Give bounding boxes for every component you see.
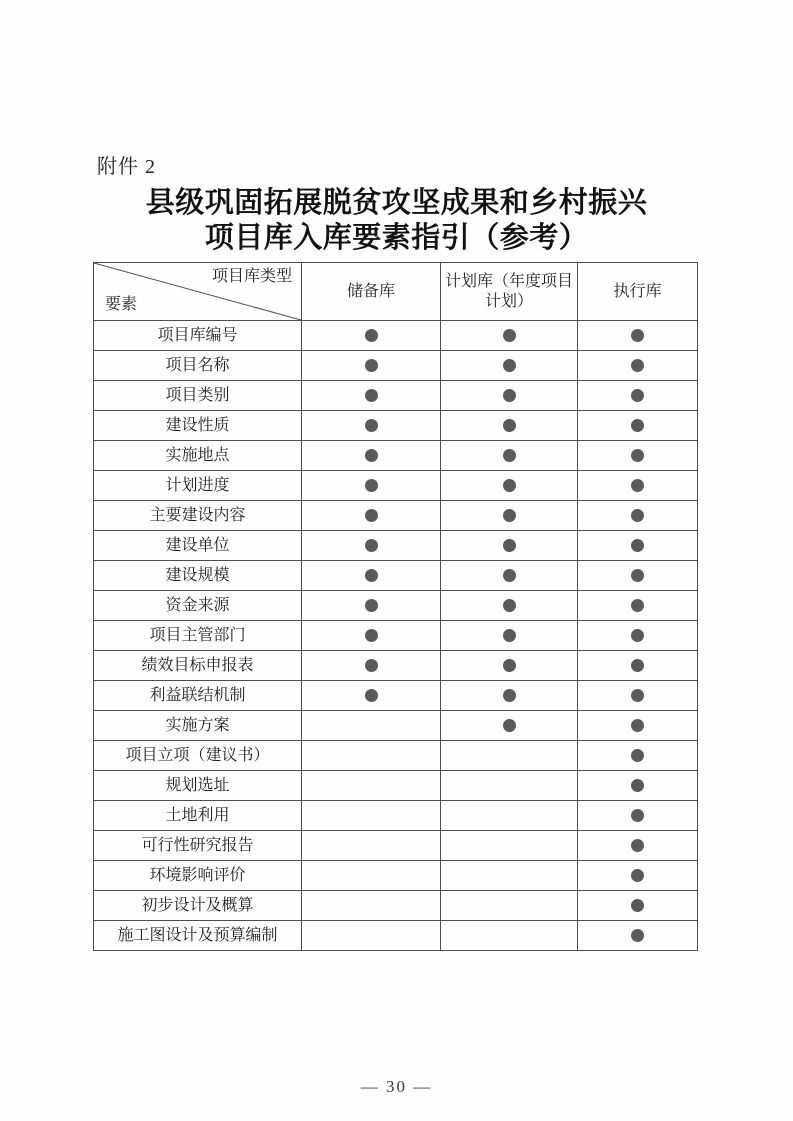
- table-row: [94, 891, 698, 921]
- column-header-execution-library: 执行库: [578, 263, 698, 321]
- element-row-label: 可行性研究报告: [94, 831, 302, 861]
- applicability-cell: [302, 321, 441, 351]
- filled-dot-icon: [631, 659, 644, 672]
- applicability-cell: [441, 591, 578, 621]
- filled-dot-icon: [503, 629, 516, 642]
- filled-dot-icon: [631, 899, 644, 912]
- applicability-cell: [578, 561, 698, 591]
- applicability-cell: [441, 681, 578, 711]
- filled-dot-icon: [631, 419, 644, 432]
- element-row-label: 计划进度: [94, 471, 302, 501]
- applicability-cell: [302, 471, 441, 501]
- table-row: [94, 921, 698, 951]
- filled-dot-icon: [631, 599, 644, 612]
- filled-dot-icon: [365, 569, 378, 582]
- filled-dot-icon: [631, 719, 644, 732]
- filled-dot-icon: [503, 719, 516, 732]
- table-row: [94, 441, 698, 471]
- table-row: [94, 471, 698, 501]
- table-row: [94, 531, 698, 561]
- filled-dot-icon: [365, 599, 378, 612]
- page-title: [0, 186, 793, 256]
- applicability-cell: [302, 741, 441, 771]
- filled-dot-icon: [631, 569, 644, 582]
- applicability-cell: [441, 921, 578, 951]
- applicability-cell: [441, 321, 578, 351]
- applicability-cell: [441, 531, 578, 561]
- applicability-cell: [302, 411, 441, 441]
- applicability-cell: [441, 801, 578, 831]
- applicability-cell: [578, 861, 698, 891]
- element-row-label: 主要建设内容: [94, 501, 302, 531]
- table-row: [94, 411, 698, 441]
- filled-dot-icon: [631, 389, 644, 402]
- table-row: [94, 711, 698, 741]
- element-row-label: 初步设计及概算: [94, 891, 302, 921]
- applicability-cell: [441, 621, 578, 651]
- filled-dot-icon: [503, 689, 516, 702]
- filled-dot-icon: [631, 629, 644, 642]
- applicability-cell: [302, 891, 441, 921]
- applicability-cell: [578, 921, 698, 951]
- filled-dot-icon: [631, 359, 644, 372]
- filled-dot-icon: [365, 629, 378, 642]
- filled-dot-icon: [365, 539, 378, 552]
- applicability-cell: [578, 711, 698, 741]
- filled-dot-icon: [631, 929, 644, 942]
- applicability-cell: [578, 651, 698, 681]
- table-row: [94, 681, 698, 711]
- element-row-label: 项目库编号: [94, 321, 302, 351]
- filled-dot-icon: [631, 449, 644, 462]
- element-row-label: 建设单位: [94, 531, 302, 561]
- filled-dot-icon: [503, 389, 516, 402]
- corner-label-element: 要素: [105, 296, 138, 313]
- title-line-1: 县级巩固拓展脱贫攻坚成果和乡村振兴: [145, 187, 648, 219]
- applicability-cell: [441, 561, 578, 591]
- table-row: [94, 771, 698, 801]
- element-row-label: 环境影响评价: [94, 861, 302, 891]
- applicability-cell: [578, 381, 698, 411]
- table-header-row: [94, 263, 698, 321]
- applicability-cell: [441, 411, 578, 441]
- filled-dot-icon: [503, 539, 516, 552]
- table-row: [94, 381, 698, 411]
- filled-dot-icon: [365, 329, 378, 342]
- applicability-cell: [578, 591, 698, 621]
- applicability-cell: [578, 681, 698, 711]
- table-row: [94, 651, 698, 681]
- applicability-cell: [302, 711, 441, 741]
- applicability-cell: [441, 891, 578, 921]
- element-row-label: 实施方案: [94, 711, 302, 741]
- applicability-cell: [441, 471, 578, 501]
- filled-dot-icon: [631, 509, 644, 522]
- filled-dot-icon: [365, 389, 378, 402]
- applicability-cell: [302, 681, 441, 711]
- applicability-cell: [441, 861, 578, 891]
- table-row: [94, 741, 698, 771]
- filled-dot-icon: [631, 689, 644, 702]
- table-row: [94, 861, 698, 891]
- applicability-cell: [441, 711, 578, 741]
- filled-dot-icon: [503, 659, 516, 672]
- table-row: [94, 351, 698, 381]
- filled-dot-icon: [503, 419, 516, 432]
- applicability-cell: [302, 861, 441, 891]
- applicability-cell: [302, 771, 441, 801]
- applicability-cell: [302, 801, 441, 831]
- applicability-cell: [578, 471, 698, 501]
- applicability-cell: [302, 591, 441, 621]
- applicability-cell: [302, 381, 441, 411]
- element-row-label: 土地利用: [94, 801, 302, 831]
- filled-dot-icon: [503, 449, 516, 462]
- element-row-label: 规划选址: [94, 771, 302, 801]
- table-row: [94, 591, 698, 621]
- applicability-cell: [578, 831, 698, 861]
- filled-dot-icon: [365, 359, 378, 372]
- table-row: [94, 501, 698, 531]
- filled-dot-icon: [631, 809, 644, 822]
- element-row-label: 绩效目标申报表: [94, 651, 302, 681]
- filled-dot-icon: [631, 479, 644, 492]
- filled-dot-icon: [365, 479, 378, 492]
- filled-dot-icon: [503, 479, 516, 492]
- filled-dot-icon: [631, 539, 644, 552]
- filled-dot-icon: [631, 779, 644, 792]
- column-header-plan-library: 计划库（年度项目计划）: [441, 263, 578, 321]
- applicability-cell: [302, 621, 441, 651]
- applicability-cell: [578, 801, 698, 831]
- applicability-cell: [302, 531, 441, 561]
- applicability-cell: [578, 741, 698, 771]
- applicability-cell: [578, 771, 698, 801]
- filled-dot-icon: [631, 869, 644, 882]
- title-line-2: 项目库入库要素指引（参考）: [204, 222, 589, 254]
- applicability-cell: [578, 351, 698, 381]
- elements-guide-table: [93, 262, 698, 951]
- diagonal-corner-cell: [94, 263, 302, 321]
- filled-dot-icon: [365, 689, 378, 702]
- corner-label-library-type: 项目库类型: [211, 268, 292, 285]
- applicability-cell: [578, 621, 698, 651]
- element-row-label: 施工图设计及预算编制: [94, 921, 302, 951]
- filled-dot-icon: [365, 419, 378, 432]
- filled-dot-icon: [365, 509, 378, 522]
- applicability-cell: [441, 771, 578, 801]
- element-row-label: 利益联结机制: [94, 681, 302, 711]
- filled-dot-icon: [503, 359, 516, 372]
- filled-dot-icon: [503, 509, 516, 522]
- applicability-cell: [578, 501, 698, 531]
- table-row: [94, 321, 698, 351]
- column-header-reserve-library: 储备库: [302, 263, 441, 321]
- element-table-body: [94, 321, 698, 951]
- applicability-cell: [578, 321, 698, 351]
- filled-dot-icon: [631, 839, 644, 852]
- applicability-cell: [302, 561, 441, 591]
- element-row-label: 实施地点: [94, 441, 302, 471]
- applicability-cell: [578, 531, 698, 561]
- filled-dot-icon: [631, 329, 644, 342]
- filled-dot-icon: [365, 449, 378, 462]
- table-row: [94, 801, 698, 831]
- applicability-cell: [441, 651, 578, 681]
- applicability-cell: [302, 441, 441, 471]
- applicability-cell: [302, 351, 441, 381]
- filled-dot-icon: [631, 749, 644, 762]
- applicability-cell: [578, 411, 698, 441]
- applicability-cell: [441, 501, 578, 531]
- applicability-cell: [302, 831, 441, 861]
- filled-dot-icon: [365, 659, 378, 672]
- applicability-cell: [302, 921, 441, 951]
- element-row-label: 建设规模: [94, 561, 302, 591]
- applicability-cell: [578, 891, 698, 921]
- table-row: [94, 831, 698, 861]
- table-row: [94, 621, 698, 651]
- filled-dot-icon: [503, 599, 516, 612]
- element-row-label: 项目主管部门: [94, 621, 302, 651]
- element-row-label: 资金来源: [94, 591, 302, 621]
- applicability-cell: [302, 501, 441, 531]
- element-row-label: 建设性质: [94, 411, 302, 441]
- element-row-label: 项目名称: [94, 351, 302, 381]
- filled-dot-icon: [503, 569, 516, 582]
- applicability-cell: [441, 441, 578, 471]
- applicability-cell: [441, 741, 578, 771]
- applicability-cell: [441, 381, 578, 411]
- applicability-cell: [441, 831, 578, 861]
- attachment-label: 附件 2: [97, 156, 156, 178]
- element-row-label: 项目立项（建议书）: [94, 741, 302, 771]
- element-row-label: 项目类别: [94, 381, 302, 411]
- applicability-cell: [578, 441, 698, 471]
- applicability-cell: [441, 351, 578, 381]
- table-row: [94, 561, 698, 591]
- page-number: — 30 —: [360, 1077, 433, 1096]
- filled-dot-icon: [503, 329, 516, 342]
- applicability-cell: [302, 651, 441, 681]
